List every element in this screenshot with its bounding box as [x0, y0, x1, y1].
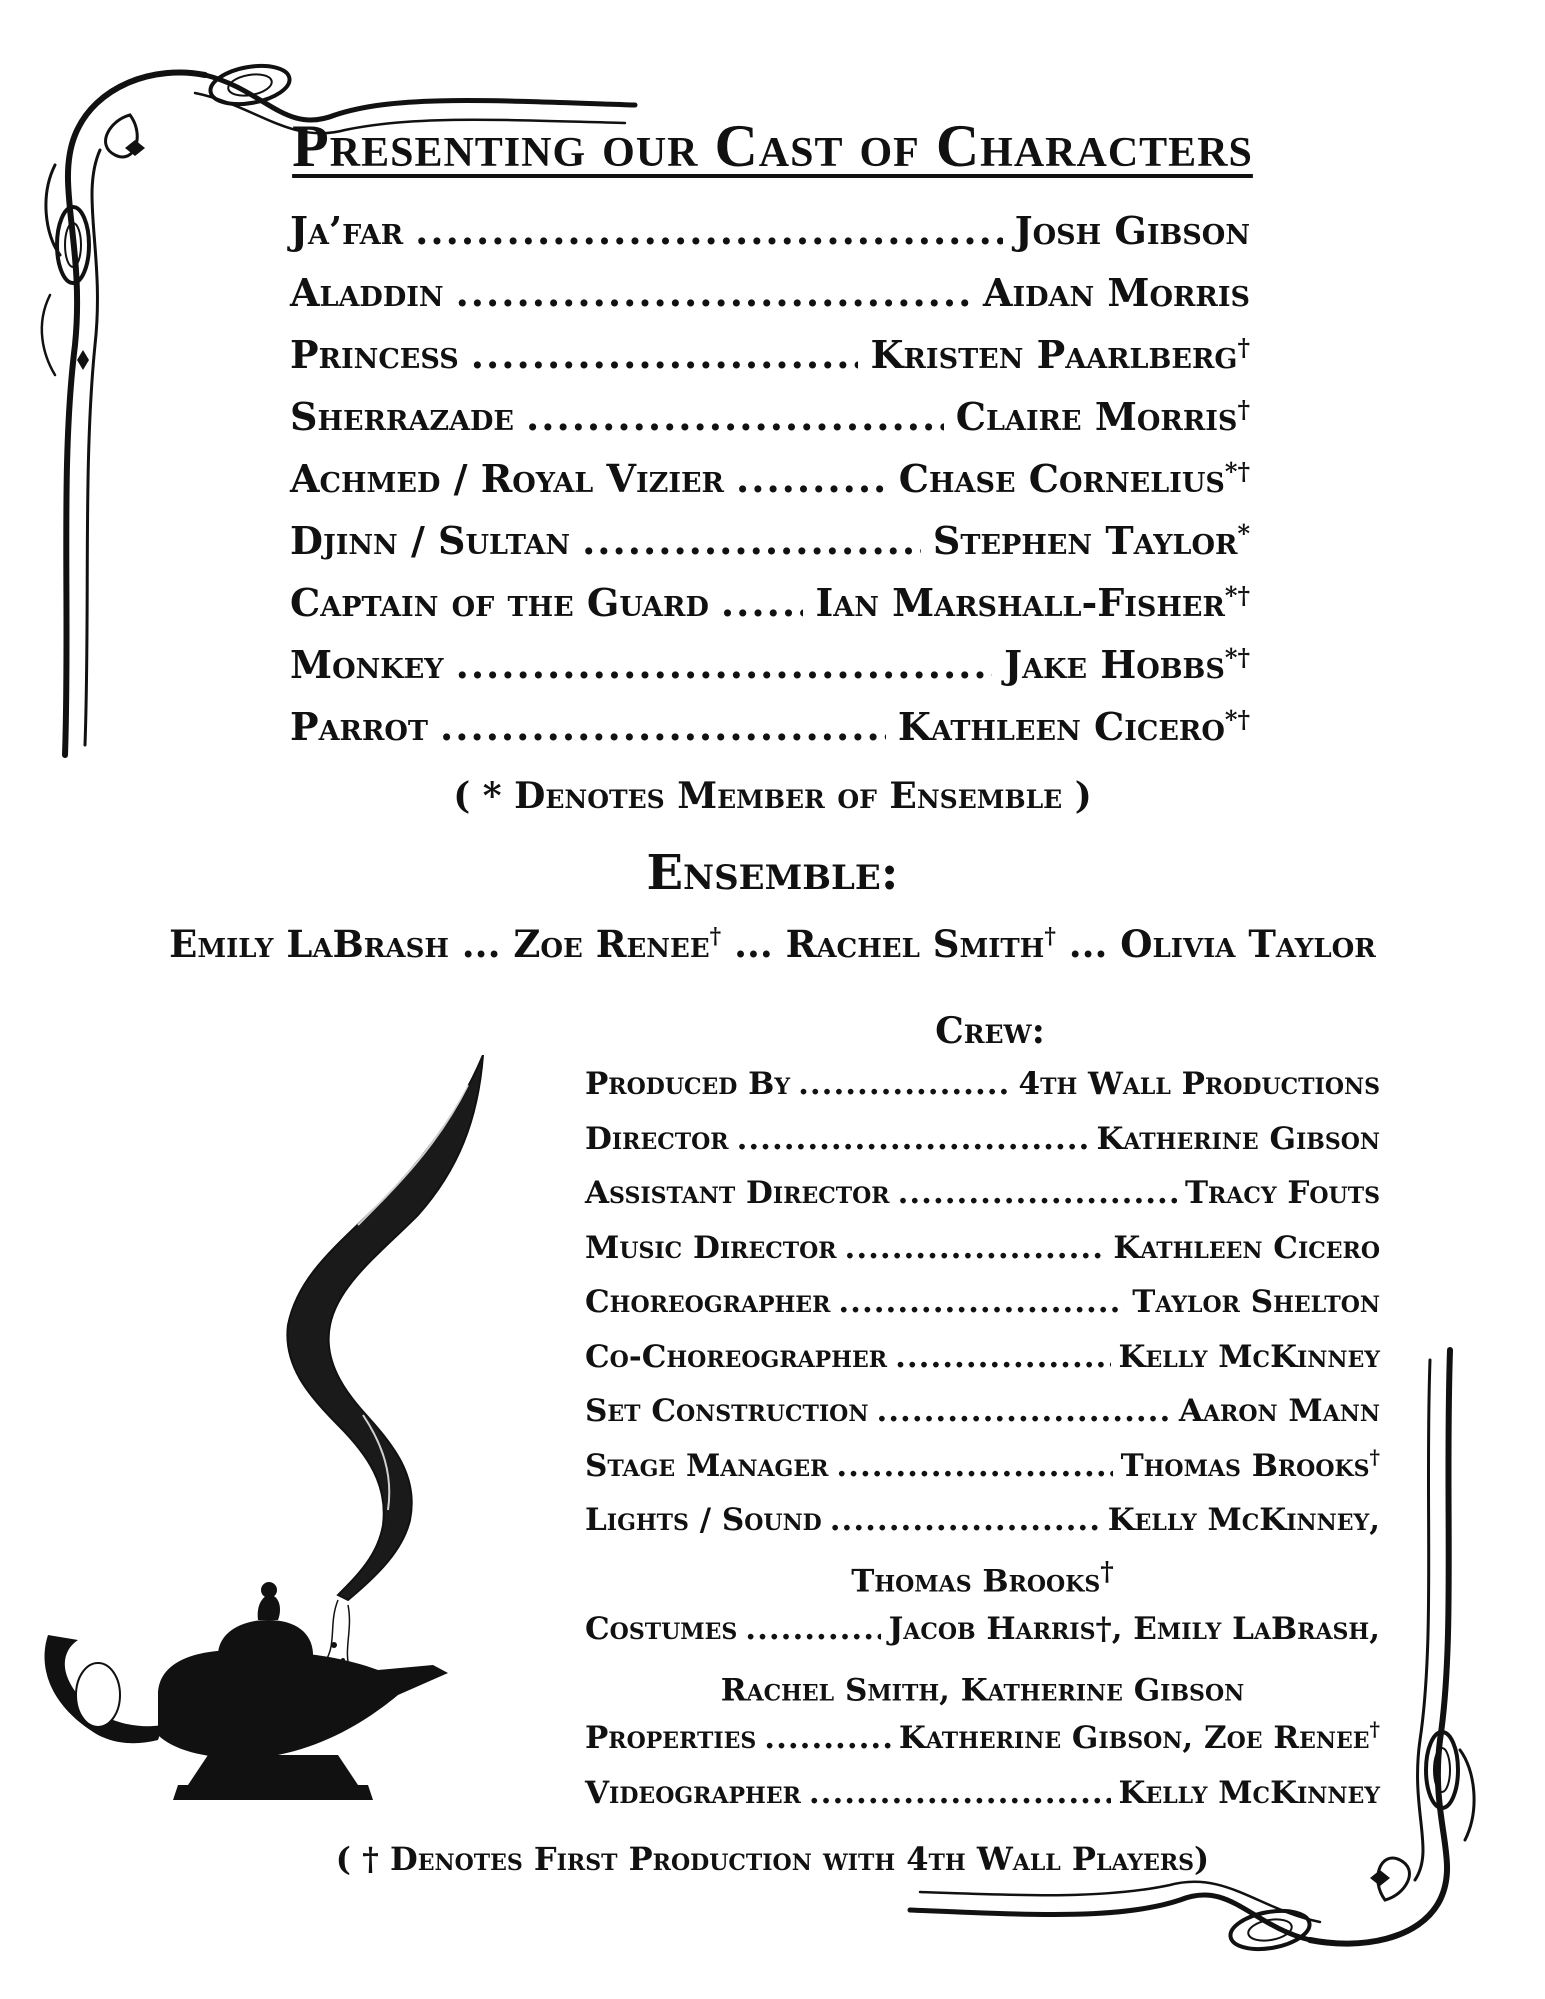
cast-row [290, 270, 1250, 332]
crew-name: Kathleen Cicero [1113, 1229, 1380, 1266]
crew-marks: † [1369, 1444, 1380, 1469]
crew-role: Assistant Director [585, 1175, 890, 1211]
page-title-text: Presenting our Cast of Characters [292, 113, 1253, 179]
crew-name: 4th Wall Productions [1018, 1066, 1380, 1102]
crew-marks: † [1100, 1556, 1114, 1587]
crew-name: Jacob Harris†, Emily LaBrash, [888, 1611, 1380, 1647]
cast-row [290, 580, 1250, 642]
crew-name: Thomas Brooks [1120, 1447, 1370, 1484]
crew-row [585, 1121, 1380, 1176]
crew-name: Kelly McKinney [1118, 1774, 1380, 1811]
cast-actor: Kristen Paarlberg [870, 332, 1238, 377]
crew-row [585, 1230, 1380, 1285]
cast-row [290, 332, 1250, 394]
leader-dots [876, 1393, 1170, 1429]
leader-dots [836, 1448, 1112, 1484]
leader-dots [764, 1720, 891, 1756]
cast-role: Monkey [290, 642, 444, 687]
ensemble-member: Zoe Renee [513, 922, 710, 966]
leader-dots [745, 1611, 880, 1647]
ensemble-list [0, 922, 1545, 966]
crew-name: Taylor Shelton [1132, 1284, 1380, 1320]
cast-actor: Chase Cornelius [898, 456, 1225, 501]
leader-dots [415, 208, 1003, 253]
leader-dots [721, 580, 804, 625]
first-production-footnote: ( † Denotes First Production with 4th Wall Players) [335, 1840, 1210, 1878]
ensemble-footnote: ( * Denotes Member of Ensemble ) [453, 775, 1092, 817]
ensemble-mark: † [1044, 923, 1056, 950]
leader-dots [526, 394, 944, 439]
cast-role: Princess [290, 332, 459, 377]
leader-dots [456, 270, 971, 315]
cast-marks: *† [1224, 581, 1250, 610]
crew-row [585, 1775, 1380, 1830]
leader-dots [440, 704, 886, 749]
crew-row [585, 1175, 1380, 1230]
cast-row [290, 642, 1250, 704]
cast-row [290, 704, 1250, 766]
cast-actor: Josh Gibson [1014, 208, 1250, 253]
crew-name: Kelly McKinney [1118, 1338, 1380, 1375]
crew-name: Kelly McKinney, [1107, 1502, 1380, 1538]
ensemble-member: Olivia Taylor [1120, 922, 1376, 966]
cast-marks: † [1237, 333, 1250, 362]
ensemble-mark: † [709, 923, 722, 950]
leader-dots [898, 1175, 1177, 1211]
crew-continuation [585, 1557, 1380, 1612]
leader-dots [830, 1502, 1100, 1538]
cast-marks: *† [1224, 705, 1250, 734]
crew-continuation [585, 1666, 1380, 1721]
crew-marks: † [1369, 1717, 1380, 1741]
cast-marks: * [1237, 519, 1250, 548]
leader-dots [895, 1339, 1110, 1375]
ensemble-member: Emily LaBrash [169, 922, 449, 966]
ensemble-heading: Ensemble: [646, 845, 899, 901]
cast-actor: Claire Morris [955, 394, 1238, 439]
crew-row [585, 1444, 1380, 1503]
leader-dots [845, 1230, 1106, 1266]
cast-row [290, 456, 1250, 518]
crew-name: Katherine Gibson [1096, 1120, 1380, 1157]
cast-actor: Stephen Taylor [932, 518, 1238, 563]
ensemble-member: Rachel Smith [785, 922, 1045, 966]
ensemble-separator: ... [1055, 922, 1121, 966]
crew-role: Choreographer [585, 1284, 831, 1320]
crew-name: Tracy Fouts [1184, 1175, 1380, 1211]
leader-dots [809, 1775, 1111, 1811]
leader-dots [798, 1066, 1010, 1102]
cast-marks: *† [1224, 643, 1250, 672]
crew-heading: Crew: [935, 1010, 1045, 1052]
leader-dots [471, 332, 859, 377]
cast-role: Achmed / Royal Vizier [290, 456, 724, 501]
crew-name: Aaron Mann [1178, 1393, 1380, 1429]
leader-dots [737, 1121, 1089, 1157]
cast-role: Captain of the Guard [290, 580, 709, 625]
cast-actor: Kathleen Cicero [897, 704, 1225, 749]
crew-continuation-text: Thomas Brooks [851, 1562, 1101, 1599]
crew-row [585, 1066, 1380, 1121]
crew-role: Set Construction [585, 1393, 869, 1429]
leader-dots [736, 456, 887, 501]
cast-role: Djinn / Sultan [290, 518, 571, 563]
crew-row [585, 1611, 1380, 1666]
crew-row [585, 1502, 1380, 1557]
crew-role: Director [585, 1120, 729, 1157]
genie-lamp-illustration [38, 1055, 538, 1815]
crew-row [585, 1393, 1380, 1448]
leader-dots [582, 518, 921, 563]
cast-marks: † [1237, 395, 1250, 424]
crew-row [585, 1339, 1380, 1394]
cast-role: Ja’far [290, 208, 404, 253]
cast-actor: Jake Hobbs [1004, 642, 1225, 687]
crew-name: Katherine Gibson, Zoe Renee [898, 1720, 1370, 1756]
crew-role: Properties [585, 1720, 757, 1756]
crew-role: Music Director [585, 1229, 837, 1266]
crew-role: Videographer [585, 1774, 801, 1811]
crew-role: Lights / Sound [585, 1502, 822, 1538]
leader-dots [838, 1284, 1124, 1320]
crew-role: Costumes [585, 1611, 738, 1647]
cast-role: Parrot [290, 704, 429, 749]
ensemble-separator: ... [721, 922, 786, 966]
crew-row [585, 1717, 1380, 1775]
crew-continuation-text: Rachel Smith, Katherine Gibson [720, 1671, 1245, 1708]
crew-role: Produced By [585, 1066, 791, 1102]
cast-role: Aladdin [290, 270, 444, 315]
cast-row [290, 394, 1250, 456]
leader-dots [456, 642, 993, 687]
cast-actor: Aidan Morris [983, 270, 1250, 315]
cast-row [290, 208, 1250, 270]
page-title [0, 112, 1545, 181]
ensemble-separator: ... [448, 922, 514, 966]
crew-role: Stage Manager [585, 1447, 829, 1484]
cast-list [290, 208, 1250, 766]
cast-marks: *† [1224, 457, 1250, 486]
crew-row [585, 1284, 1380, 1339]
cast-role: Sherrazade [290, 394, 515, 439]
crew-list [585, 1066, 1380, 1829]
cast-actor: Ian Marshall-Fisher [815, 580, 1225, 625]
crew-role: Co-Choreographer [585, 1338, 888, 1375]
cast-row [290, 518, 1250, 580]
